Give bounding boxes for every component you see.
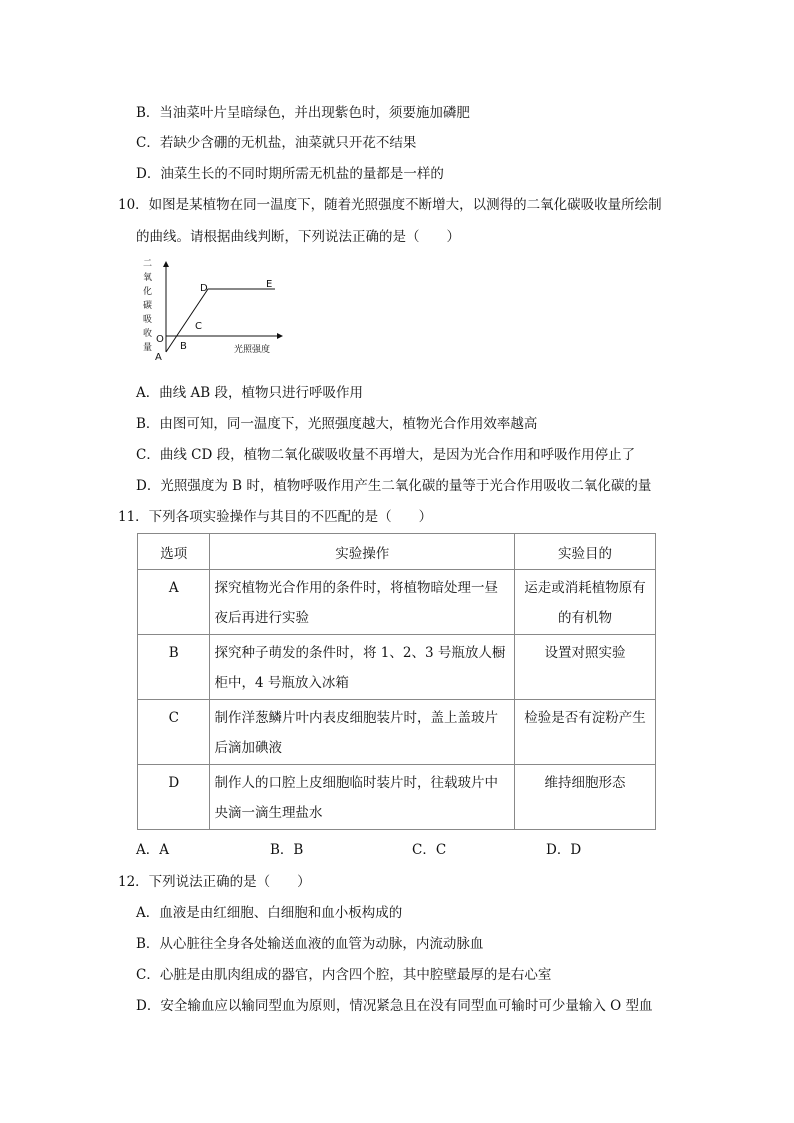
point-c-label: C [195, 321, 202, 332]
q10-stem-line2: 的曲线。请根据曲线判断，下列说法正确的是（ ） [136, 229, 460, 245]
row-operation: 制作洋葱鳞片叶内表皮细胞装片时，盖上盖玻片 后滴加碘液 [214, 710, 498, 756]
table-row [138, 570, 656, 635]
row-goal: 检验是否有淀粉产生 [524, 710, 646, 726]
table-row [138, 700, 656, 765]
q12-option-b: B．从心脏往全身各处输送血液的血管为动脉，内流动脉血 [136, 936, 484, 952]
q11-stem: 11．下列各项实验操作与其目的不匹配的是（ ） [118, 509, 433, 525]
q11-answer-d: D．D [546, 842, 582, 858]
y-label-char: 化 [143, 287, 153, 297]
row-operation: 制作人的口腔上皮细胞临时装片时，往载玻片中 央滴一滴生理盐水 [214, 775, 498, 821]
q10-option-a: A．曲线 AB 段，植物只进行呼吸作用 [136, 385, 364, 401]
row-operation: 探究种子萌发的条件时，将 1、2、3 号瓶放人橱 柜中，4 号瓶放入冰箱 [214, 645, 506, 691]
q9-option-d: D．油菜生长的不同时期所需无机盐的量都是一样的 [136, 166, 444, 182]
q12-option-c: C．心脏是由肌肉组成的器官，内含四个腔，其中腔壁最厚的是右心室 [136, 967, 552, 983]
origin-label: O [156, 334, 164, 345]
header-option: 选项 [138, 534, 210, 570]
row-goal: 维持细胞形态 [544, 775, 626, 791]
q11-answer-a: A．A [136, 842, 169, 858]
y-label-char: 碳 [143, 301, 153, 311]
q9-option-b: B．当油菜叶片呈暗绿色，并出现紫色时，须要施加磷肥 [136, 105, 470, 121]
q12-stem: 12．下列说法正确的是（ ） [118, 874, 311, 890]
header-goal: 实验目的 [515, 534, 656, 570]
q11-answer-b: B．B [270, 842, 304, 858]
y-label-char: 二 [143, 259, 153, 269]
row-goal: 设置对照实验 [544, 645, 626, 661]
table-row [138, 635, 656, 700]
row-option: C [168, 710, 179, 726]
q10-graph [140, 256, 290, 368]
q11-answer-c: C．C [412, 842, 447, 858]
q10-option-c: C．曲线 CD 段，植物二氧化碳吸收量不再增大，是因为光合作用和呼吸作用停止了 [136, 447, 636, 463]
q12-option-d: D．安全输血应以输同型血为原则，情况紧急且在没有同型血可输时可少量输入 O 型血 [136, 998, 653, 1014]
point-a-label: A [155, 352, 162, 363]
point-d-label: D [200, 283, 208, 294]
table-row [138, 765, 656, 830]
point-e-label: E [266, 279, 273, 290]
point-b-label: B [180, 341, 187, 352]
x-axis-label: 光照强度 [234, 345, 271, 355]
q11-table [137, 533, 656, 830]
row-operation: 探究植物光合作用的条件时，将植物暗处理一昼 夜后再进行实验 [214, 580, 498, 626]
q10-option-b: B．由图可知，同一温度下，光照强度越大，植物光合作用效率越高 [136, 416, 538, 432]
q12-option-a: A．血液是由红细胞、白细胞和血小板构成的 [136, 905, 403, 921]
row-option: D [168, 775, 180, 791]
y-label-char: 吸 [143, 315, 153, 325]
q10-stem-line1: 10．如图是某植物在同一温度下，随着光照强度不断增大，以测得的二氧化碳吸收量所绘制 [118, 197, 662, 213]
table-header-row [138, 534, 656, 570]
y-label-char: 收 [143, 329, 153, 339]
row-goal: 运走或消耗植物原有 的有机物 [524, 580, 646, 626]
y-label-char: 量 [143, 343, 153, 353]
row-option: A [168, 580, 179, 596]
y-label-char: 氧 [143, 273, 153, 283]
q9-option-c: C．若缺少含硼的无机盐，油菜就只开花不结果 [136, 135, 417, 151]
q10-option-d: D．光照强度为 B 时，植物呼吸作用产生二氧化碳的量等于光合作用吸收二氧化碳的量 [136, 478, 652, 494]
header-operation: 实验操作 [210, 534, 515, 570]
row-option: B [168, 645, 179, 661]
